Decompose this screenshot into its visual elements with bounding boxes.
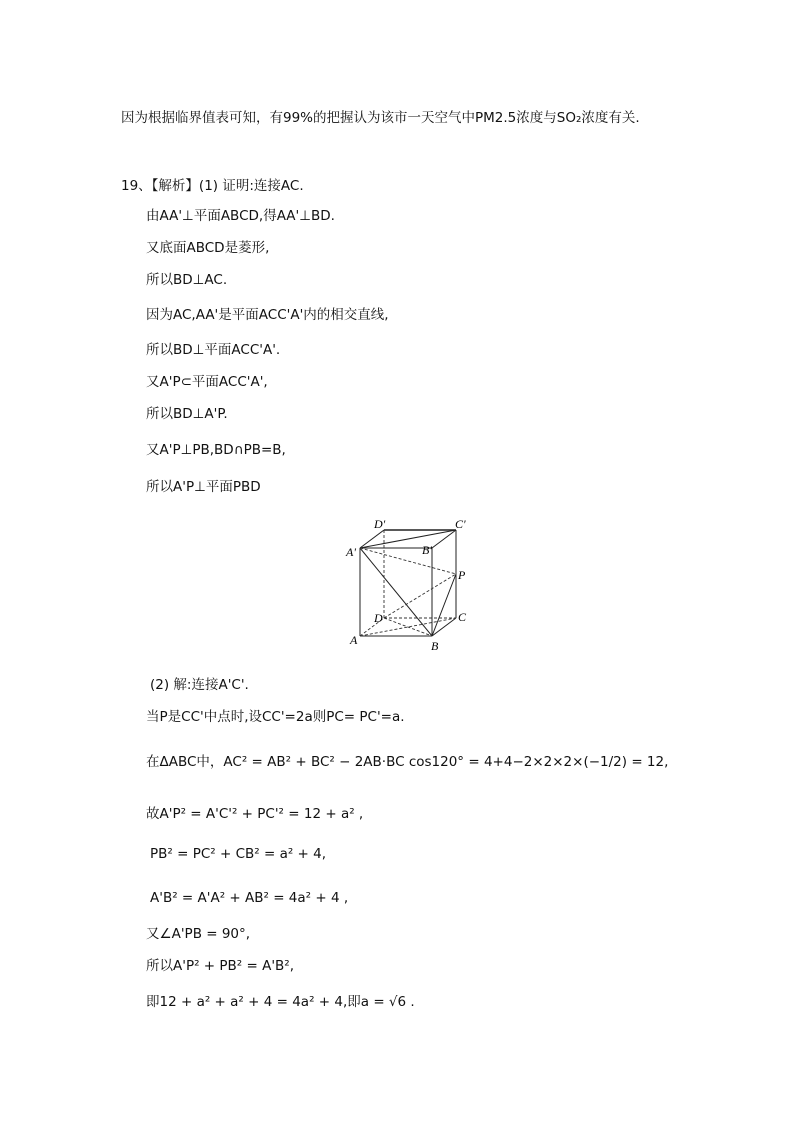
text-line: 故A'P² = A'C'² + PC'² = 12 + a² , xyxy=(146,806,364,822)
text-line-cosine-law: 在ΔABC中，AC² = AB² + BC² − 2AB·BC cos120° = 4+4−2×2×2×(−1/2) = 12, xyxy=(146,754,669,770)
edge-DP xyxy=(384,574,456,618)
text-line: 因为AC,AA'是平面ACC'A'内的相交直线, xyxy=(146,307,389,323)
label-C: C xyxy=(458,610,467,624)
label-B1: B' xyxy=(422,543,432,557)
text-line: 又A'P⊂平面ACC'A', xyxy=(146,374,268,390)
text-line: 所以A'P⊥平面PBD xyxy=(146,479,261,495)
label-D1: D' xyxy=(374,518,386,531)
label-B: B xyxy=(431,639,439,653)
text-line: 所以BD⊥A'P. xyxy=(146,406,228,422)
prism-diagram xyxy=(336,518,476,654)
text-line: 又底面ABCD是菱形, xyxy=(146,240,270,256)
text-line: 又∠A'PB = 90°, xyxy=(146,926,251,942)
label-A: A xyxy=(350,633,358,647)
text-line-problem19-header: 19、【解析】(1) 证明:连接AC. xyxy=(121,178,304,194)
label-A1: A' xyxy=(346,545,356,559)
text-line-conclusion: 因为根据临界值表可知，有99%的把握认为该市一天空气中PM2.5浓度与SO₂浓度有关. xyxy=(121,110,640,126)
label-P: P xyxy=(458,568,466,582)
text-line-part2-header: (2) 解:连接A'C'. xyxy=(150,677,249,693)
text-line: 所以BD⊥AC. xyxy=(146,272,228,288)
text-line: A'B² = A'A² + AB² = 4a² + 4 , xyxy=(150,890,349,906)
text-line: 由AA'⊥平面ABCD,得AA'⊥BD. xyxy=(146,208,335,224)
edge-A1C1 xyxy=(360,530,456,548)
text-line: 又A'P⊥PB,BD∩PB=B, xyxy=(146,442,286,458)
edge-A1P xyxy=(360,548,456,574)
text-line-final-answer: 即12 + a² + a² + 4 = 4a² + 4,即a = √6 . xyxy=(146,994,415,1010)
label-D: D xyxy=(374,611,383,625)
text-line: 所以A'P² + PB² = A'B², xyxy=(146,958,295,974)
label-C1: C' xyxy=(455,518,466,531)
text-line: 所以BD⊥平面ACC'A'. xyxy=(146,342,281,358)
text-line: PB² = PC² + CB² = a² + 4, xyxy=(150,846,327,862)
text-line: 当P是CC'中点时,设CC'=2a则PC= PC'=a. xyxy=(146,709,405,725)
